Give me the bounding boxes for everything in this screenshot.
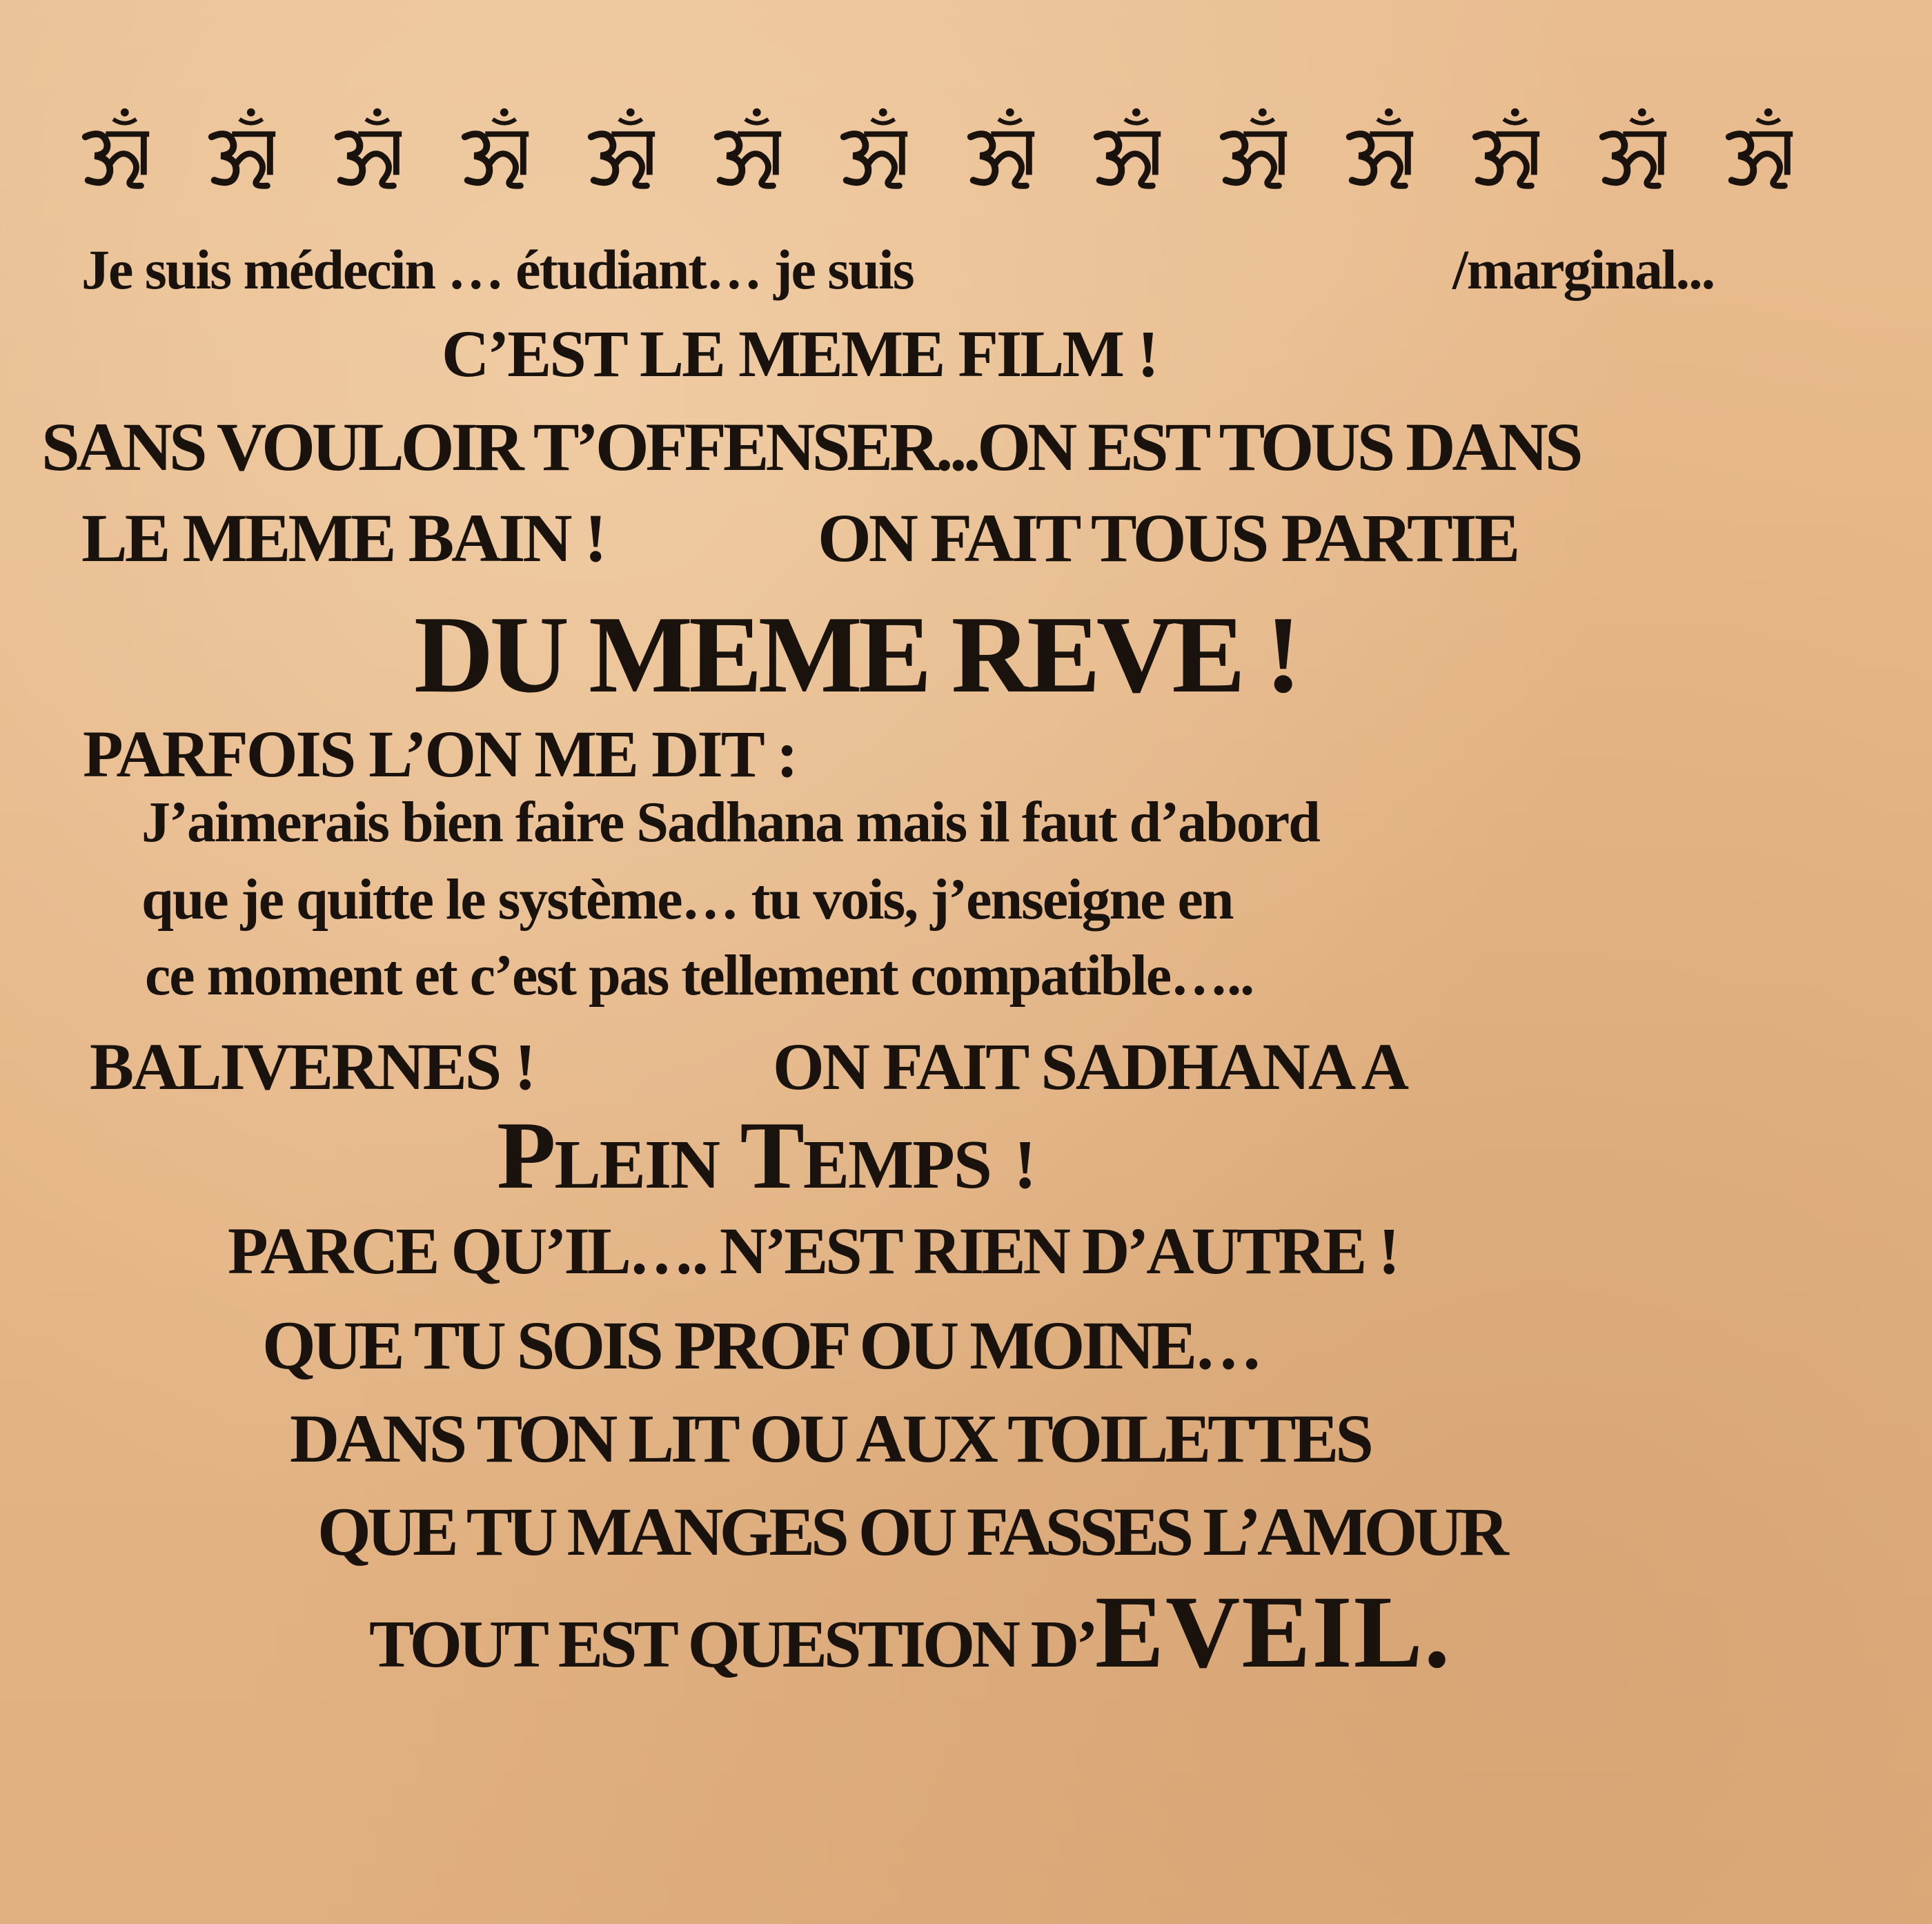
text-line-prof-or-monk: QUE TU SOIS PROF OU MOINE…	[262, 1307, 1260, 1384]
text-line-full-sadhana: ON FAIT SADHANA A	[773, 1030, 1407, 1103]
text-line-marginal: /marginal...	[1452, 238, 1715, 301]
text-line-part-of: ON FAIT TOUS PARTIE	[818, 500, 1518, 576]
om-symbol-icon	[1719, 104, 1801, 193]
om-symbol-icon	[76, 104, 157, 193]
om-symbol-icon	[1087, 104, 1169, 193]
full-time-exclamation: !	[1013, 1126, 1036, 1203]
om-symbol-icon	[1593, 104, 1675, 193]
full-time-lein: LEIN	[554, 1126, 720, 1203]
om-symbol-row	[76, 104, 1801, 193]
text-line-sometimes: PARFOIS L’ON ME DIT :	[83, 717, 797, 791]
om-symbol-icon	[1214, 104, 1295, 193]
text-line-awakening	[369, 1575, 1452, 1689]
text-line-nothing-else: PARCE QU’IL…. N’EST RIEN D’AUTRE !	[228, 1214, 1398, 1288]
om-symbol-icon	[582, 104, 663, 193]
text-line-doctor-student: Je suis médecin … étudiant… je suis	[81, 238, 914, 301]
om-symbol-icon	[202, 104, 284, 193]
om-symbol-icon	[455, 104, 537, 193]
om-symbol-icon	[708, 104, 789, 193]
om-symbol-icon	[961, 104, 1043, 193]
full-time-cap-t: T	[740, 1102, 803, 1209]
full-time-emps: EMPS	[802, 1126, 991, 1203]
text-line-bed-or-toilet: DANS TON LIT OU AUX TOILETTES	[290, 1400, 1370, 1477]
text-line-not-compatible: ce moment et c’est pas tellement compatible…..	[145, 943, 1254, 1008]
om-symbol-icon	[834, 104, 916, 193]
question-of-text: TOUT EST QUESTION D’	[369, 1607, 1095, 1682]
text-line-nonsense: BALIVERNES !	[90, 1030, 535, 1103]
text-line-no-offense: SANS VOULOIR T’OFFENSER...ON EST TOUS DANS	[41, 409, 1580, 485]
text-line-eat-or-love: QUE TU MANGES OU FASSES L’AMOUR	[317, 1493, 1505, 1570]
text-line-sadhana-wish: J’aimerais bien faire Sadhana mais il faut d’abord	[141, 790, 1319, 854]
text-line-full-time	[497, 1102, 1036, 1209]
awakening-word: EVEIL.	[1094, 1575, 1452, 1689]
om-symbol-icon	[1466, 104, 1548, 193]
text-line-same-film: C’EST LE MEME FILM !	[442, 317, 1157, 391]
om-symbol-icon	[328, 104, 410, 193]
full-time-cap-p: P	[497, 1102, 555, 1209]
om-symbol-icon	[1340, 104, 1421, 193]
text-line-same-dream: DU MEME REVE !	[414, 593, 1298, 716]
text-line-same-bath: LE MEME BAIN !	[81, 500, 604, 576]
text-line-quit-system: que je quitte le système… tu vois, j’enseigne en	[141, 867, 1233, 932]
